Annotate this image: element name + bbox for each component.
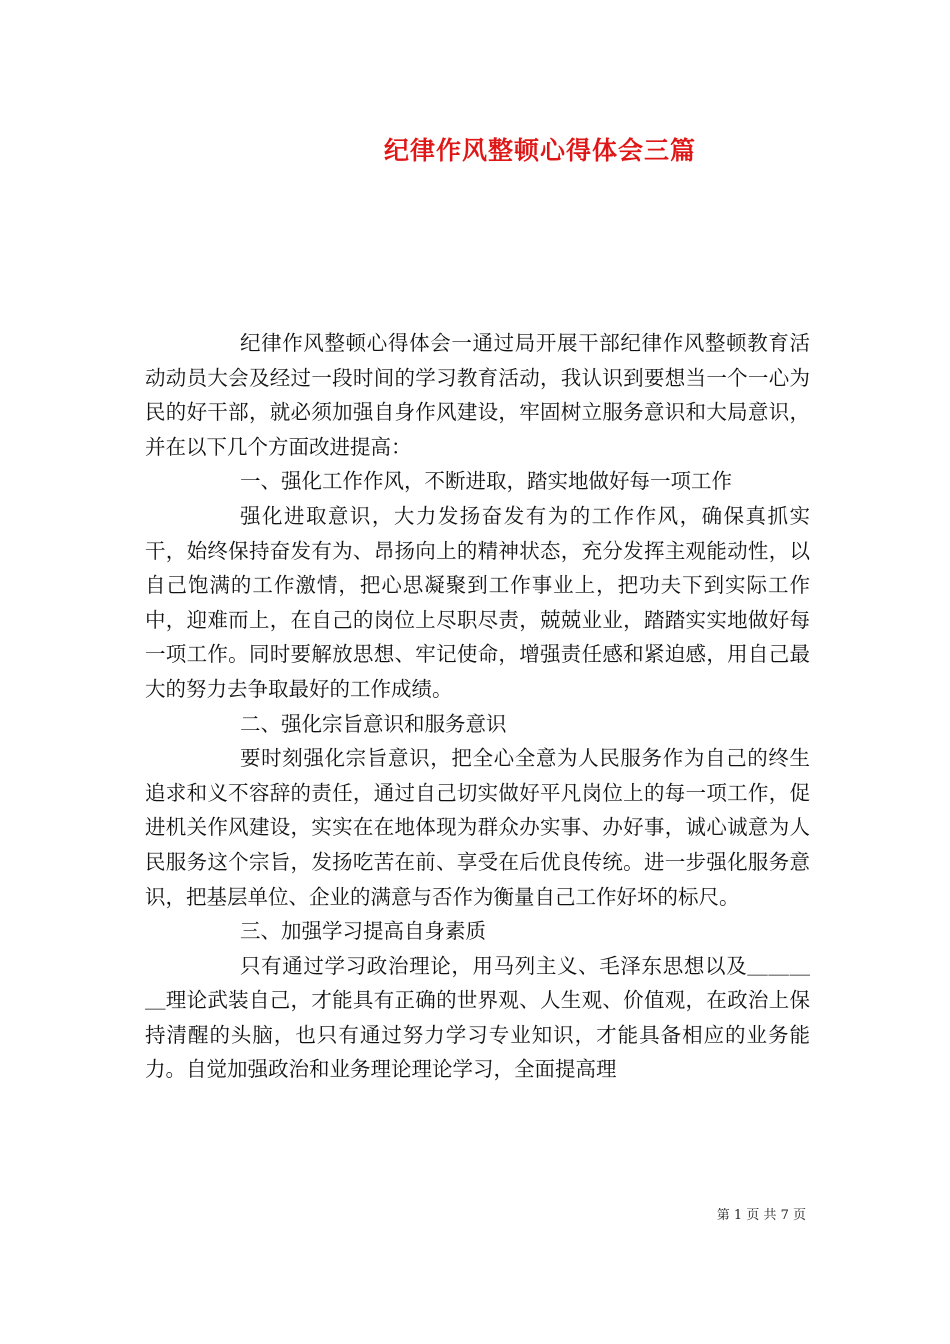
paragraph-intro: 纪律作风整顿心得体会一通过局开展干部纪律作风整顿教育活动动员大会及经过一段时间的学习教育活动，我认识到要想当一个一心为民的好干部，就必须加强自身作风建设，牢固树立服务意识和大局意识，并在以下几个方面改进提高： [145,331,810,459]
paragraph-section-1: 强化进取意识，大力发扬奋发有为的工作作风，确保真抓实干，始终保持奋发有为、昂扬向上的精神状态，充分发挥主观能动性，以自己饱满的工作激情，把心思凝聚到工作事业上，把功夫下到实际工作中，迎难而上，在自己的岗位上尽职尽责，兢兢业业，踏踏实实地做好每一项工作。同时要解放思想、牢记使命，增强责任感和紧迫感，用自己最大的努力去争取最好的工作成绩。 [145,503,810,701]
paragraph-section-3: 只有通过学习政治理论，用马列主义、毛泽东思想以及＿＿＿＿理论武装自己，才能具有正确的世界观、人生观、价值观，在政治上保持清醒的头脑，也只有通过努力学习专业知识，才能具备相应的业务能力。自觉加强政治和业务理论理论学习，全面提高理 [145,953,810,1082]
paragraph-section-2: 要时刻强化宗旨意识，把全心全意为人民服务作为自己的终生追求和义不容辞的责任，通过自己切实做好平凡岗位上的每一项工作，促进机关作风建设，实实在在地体现为群众办实事、办好事，诚心诚意为人民服务这个宗旨，发扬吃苦在前、享受在后优良传统。进一步强化服务意识，把基层单位、企业的满意与否作为衡量自己工作好坏的标尺。 [145,746,810,909]
section-heading-1: 一、强化工作作风，不断进取，踏实地做好每一项工作 [240,469,732,494]
section-heading-3: 三、加强学习提高自身素质 [240,919,486,944]
document-title: 纪律作风整顿心得体会三篇 [383,136,696,165]
page-number: 第 1 页 共 7 页 [716,1208,806,1223]
section-heading-2: 二、强化宗旨意识和服务意识 [240,711,507,736]
document-body [145,326,810,1087]
